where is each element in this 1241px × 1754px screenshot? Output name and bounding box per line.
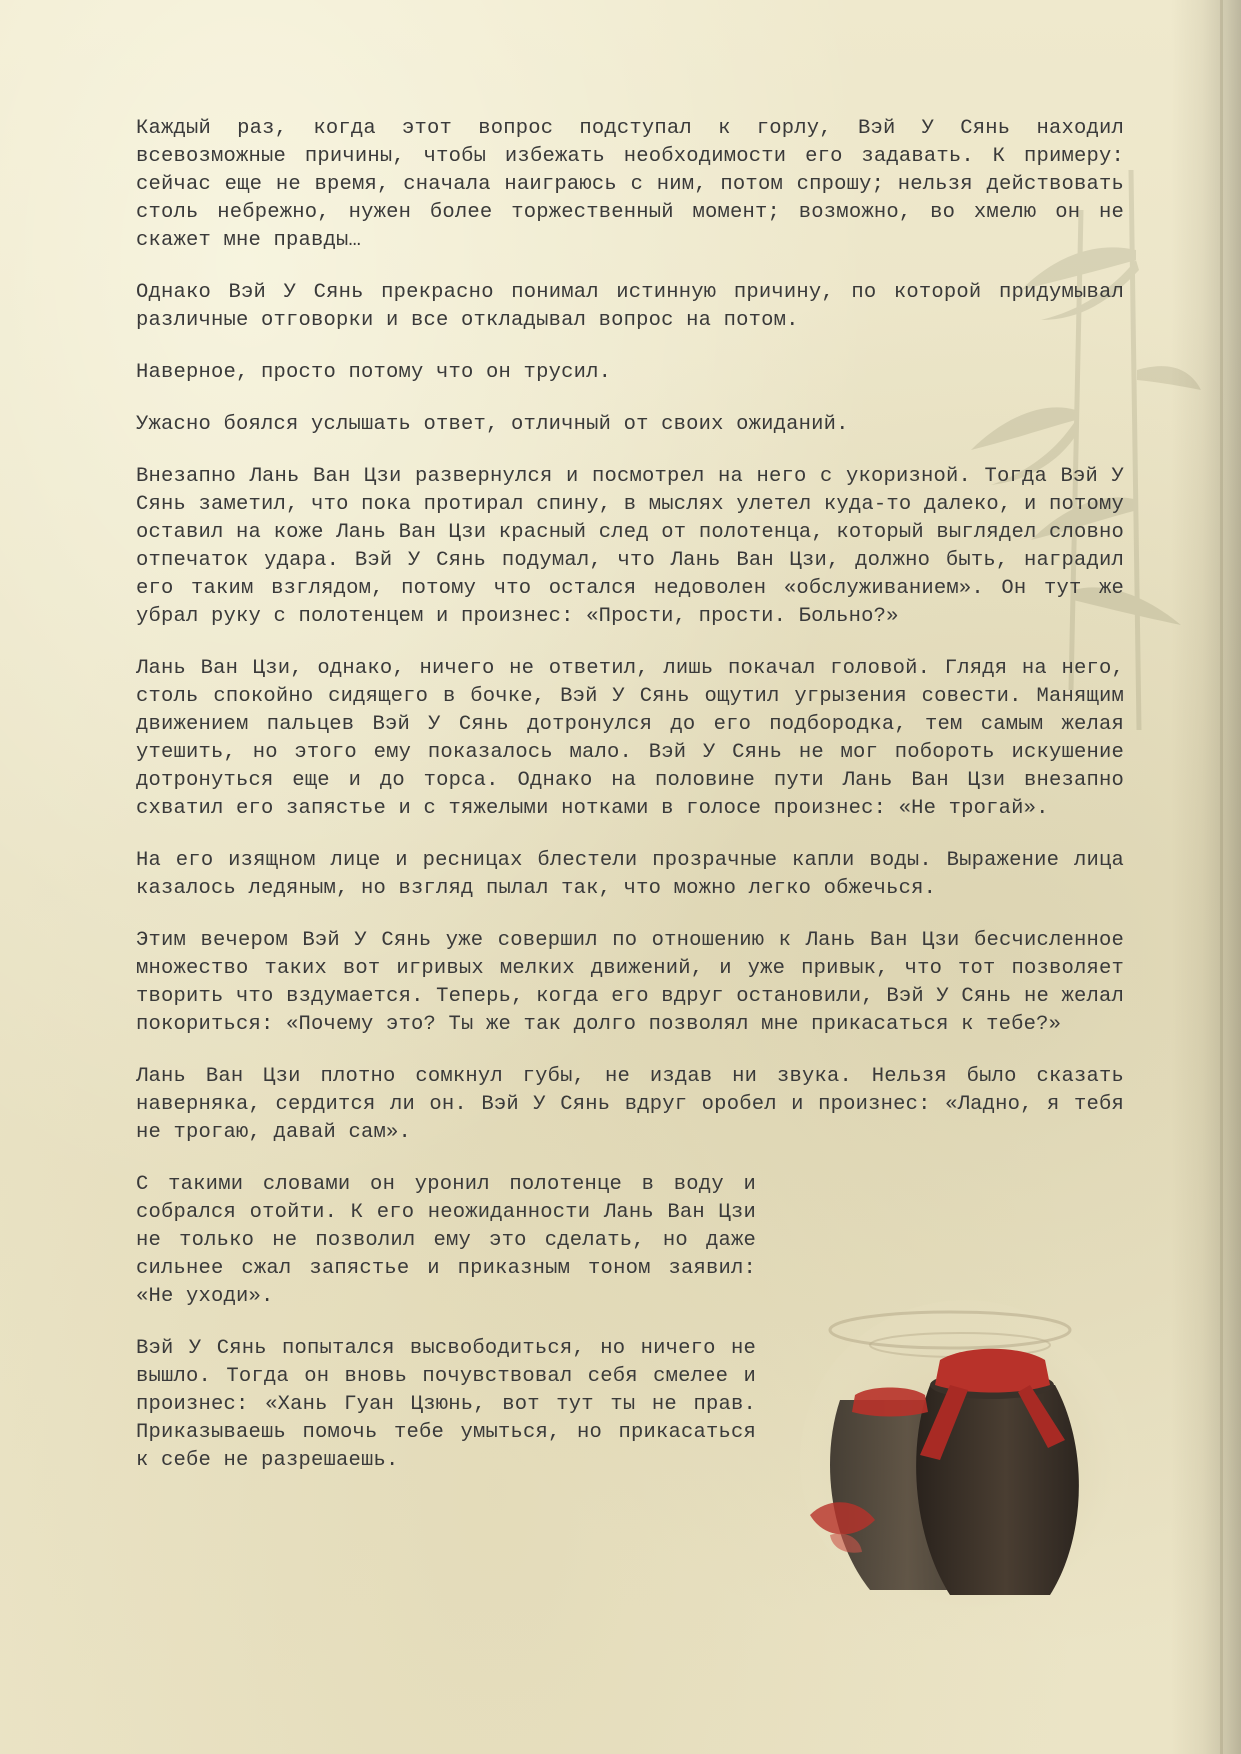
paragraph-2: Однако Вэй У Сянь прекрасно понимал истинную причину, по которой придумывал различные отговорки и все откладывал вопрос на потом. — [136, 281, 1124, 332]
paragraph-11: Вэй У Сянь попытался высвободиться, но ничего не вышло. Тогда он вновь почувствовал себя смелее и произнес: «Хань Гуан Цзюнь, вот тут ты не прав. Приказываешь помочь тебе умыться, но прикасаться к себе не разрешаешь. — [136, 1337, 756, 1472]
paragraph-3: Наверное, просто потому что он трусил. — [136, 361, 612, 384]
paragraph-8: Этим вечером Вэй У Сянь уже совершил по отношению к Лань Ван Цзи бесчисленное множество таких вот игривых мелких движений, и уже привык, что тот позволяет творить что вздумается. Теперь, когда его вдруг остановили, Вэй У Сянь не желал покориться: «Почему это? Ты же так долго позволял мне прикасаться к тебе?» — [136, 929, 1124, 1036]
wine-jar-illustration-icon — [800, 1290, 1130, 1620]
page-edge-line — [1220, 0, 1223, 1754]
page-edge-shadow — [1171, 0, 1241, 1754]
paragraph-10: С такими словами он уронил полотенце в воду и собрался отойти. К его неожиданности Лань Ван Цзи не только не позволил ему это сделать, но даже сильнее сжал запястье и приказным тоном заявил: «Не уходи». — [136, 1173, 756, 1308]
paragraph-9: Лань Ван Цзи плотно сомкнул губы, не издав ни звука. Нельзя было сказать наверняка, сердится ли он. Вэй У Сянь вдруг оробел и произнес: «Ладно, я тебя не трогаю, давай сам». — [136, 1065, 1124, 1144]
paragraph-1: Каждый раз, когда этот вопрос подступал к горлу, Вэй У Сянь находил всевозможные причины, чтобы избежать необходимости его задавать. К примеру: сейчас еще не время, сначала наиграюсь с ним, потом спрошу; нельзя действовать столь небрежно, нужен более торжественный момент; возможно, во хмелю он не скажет мне правды… — [136, 117, 1124, 252]
paragraph-7: На его изящном лице и ресницах блестели прозрачные капли воды. Выражение лица казалось ледяным, но взгляд пылал так, что можно легко обжечься. — [136, 849, 1124, 900]
paragraph-4: Ужасно боялся услышать ответ, отличный от своих ожиданий. — [136, 413, 849, 436]
paragraph-6: Лань Ван Цзи, однако, ничего не ответил, лишь покачал головой. Глядя на него, столь спокойно сидящего в бочке, Вэй У Сянь ощутил угрызения совести. Манящим движением пальцев Вэй У Сянь дотронулся до его подбородка, тем самым желая утешить, но этого ему показалось мало. Вэй У Сянь не мог побороть искушение дотронуться еще и до торса. Однако на половине пути Лань Ван Цзи внезапно схватил его запястье и с тяжелыми нотками в голосе произнес: «Не трогай». — [136, 657, 1124, 820]
paragraph-5: Внезапно Лань Ван Цзи развернулся и посмотрел на него с укоризной. Тогда Вэй У Сянь заметил, что пока протирал спину, в мыслях улетел куда-то далеко, и потому оставил на коже Лань Ван Цзи красный след от полотенца, который выглядел словно отпечаток удара. Вэй У Сянь подумал, что Лань Ван Цзи, должно быть, наградил его таким взглядом, потому что остался недоволен «обслуживанием». Он тут же убрал руку с полотенцем и произнес: «Прости, прости. Больно?» — [136, 465, 1124, 628]
